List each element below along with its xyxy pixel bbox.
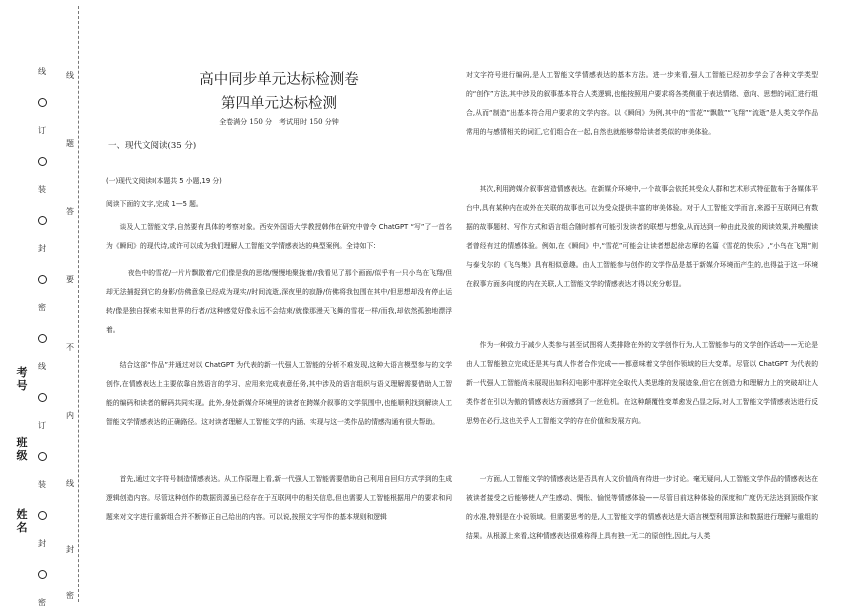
binding-circle-mark — [38, 452, 47, 461]
binding-char-mark: 订 — [38, 421, 46, 430]
binding-circle-mark — [38, 98, 47, 107]
name-field-label: 姓名 — [16, 508, 28, 534]
class-field-label: 班级 — [16, 436, 28, 462]
binding-inner-char: 线 — [66, 479, 74, 488]
binding-inner-char: 封 — [66, 545, 74, 554]
exam-subtitle: 第四单元达标检测 — [221, 96, 337, 112]
binding-circle-mark — [38, 216, 47, 225]
binding-circle-mark — [38, 334, 47, 343]
binding-char-mark: 封 — [38, 539, 46, 548]
binding-circle-mark — [38, 393, 47, 402]
passage-paragraph-7: 一方面,人工智能文学的情感表达是否具有人文价值尚有待进一步讨论。毫无疑问,人工智能文学作品的情感表达在被读者接受之后能够使人产生感动、惆怅、愉悦等情感体验——尽管目前这种体验的深度和广度仍无法达到顶级作家的水准,特别是在小说领域。但需要思考的是,人工智能文学的情感表达是大语言模型利用算法和数据进行理解与重组的结果。从根源上来看,这种情感表达很难称得上具有独一无二的原创性,因此,与人类 — [466, 475, 818, 540]
binding-circle-mark — [38, 570, 47, 579]
binding-inner-char: 不 — [66, 343, 74, 352]
binding-dashed-line — [78, 6, 79, 602]
binding-inner-char: 内 — [66, 411, 74, 420]
passage-paragraph-5: 其次,利用跨媒介叙事营造情感表达。在新媒介环境中,一个故事会依托其受众人群和艺术形式特征散布于各媒体平台中,具有某种内在或外在关联的故事也可以为受众提供丰富的审美体验。对于人工智能文学而言,来源于互联网已有数据的故事题材、写作方式和语言组合随时都有可能引发读者的联想与想象,从而达到一种由此及彼的阅读效果,并唤醒读者曾经有过的情感体验。例如,在《瞬间》中,“雪花”可能会让读者想起徐志摩的名篇《雪花的快乐》,“小鸟在飞翔”则与泰戈尔的《飞鸟集》具有相似意趣。由人工智能参与创作的文学作品是基于新媒介环境而产生的,也得益于这一环境在叙事方面多向度的内在关联,人工智能文学的情感表达才得以充分彰显。 — [466, 185, 818, 288]
exam-number-field-label: 考号 — [16, 366, 28, 392]
binding-inner-char: 要 — [66, 275, 74, 284]
binding-char-mark: 线 — [38, 362, 46, 371]
binding-margin — [0, 0, 90, 608]
poem-text: 夜色中的雪花/一片片飘散着/它们像是我的思绪/慢慢地聚拢着//我看见了那个画面/似乎有一只小鸟在飞翔/但却无法捕捉到它的身影/仿佛意象已经成为现实//时间流逝,深夜里的寂静/仿佛将我包围在其中/但思想却没有停止运转/像是独自探索未知世界的行者//这种感觉好像永远不会结束/就像那漫天飞舞的雪花一样/而我,却依然孤独地漂浮着。 — [106, 269, 452, 334]
passage-paragraph-1: 谈及人工智能文学,自然要有具体的考察对象。西安外国语大学教授韩伟在研究中曾令 ChatGPT “写”了一首名为《瞬间》的现代诗,或许可以成为我们理解人工智能文学情感表达的典型案例。全诗如下: — [106, 223, 452, 250]
binding-circle-mark — [38, 275, 47, 284]
binding-inner-char: 答 — [66, 207, 74, 216]
exam-title: 高中同步单元达标检测卷 — [199, 72, 359, 88]
binding-char-mark: 密 — [38, 303, 46, 312]
passage-paragraph-6: 作为一种致力于减少人类参与甚至试图将人类排除在外的文学创作行为,人工智能参与的文学创作活动——无论是由人工智能独立完成还是其与真人作者合作完成——都意味着文学创作领域的巨大变革。尽管以 ChatGPT 为代表的新一代强人工智能尚未展现出如科幻电影中那样完全取代人类思维的发展迹象,但它在创造力和理解力上的突破却让人类作者在引以为傲的情感表达方面感到了一丝危机。在这种颠覆性变革愈发凸显之际,对人工智能文学情感表达进行反思势在必行,这也关乎人工智能文学的存在价值和发展方向。 — [466, 341, 818, 425]
binding-inner-char: 密 — [66, 591, 74, 600]
binding-char-mark: 密 — [38, 598, 46, 607]
passage-paragraph-4: 对文字符号进行编码,是人工智能文学情感表达的基本方法。进一步来看,强人工智能已经初步学会了各种文学类型的“创作”方法,其中涉及的叙事基本符合人类逻辑,也能按照用户要求将各类侧重于表达情绪、意向、思想的词汇进行组合,从而“制造”出基本符合用户要求的文学内容。以《瞬间》为例,其中的“雪花”“飘散”“飞翔”“流逝”是人类文学作品常用的与感情相关的词汇,它们组合在一起,自然也就能够带给读者类似的审美体验。 — [466, 71, 818, 136]
binding-inner-char: 题 — [66, 139, 74, 148]
binding-char-mark: 装 — [38, 480, 46, 489]
passage-paragraph-3: 首先,通过文字符号制造情感表达。从工作原理上看,新一代强人工智能需要借助自己利用自回归方式学到的生成逻辑创造内容。尽管这种创作的数据资源虽已经存在于互联网中的相关信息,但也需要人工智能根据用户的要求和问题来对文字进行重新组合并不断修正自己给出的内容。可以说,按照文字写作的基本规则和逻辑 — [106, 475, 452, 521]
binding-char-mark: 封 — [38, 244, 46, 253]
exam-meta: 全卷满分 150 分 考试用时 150 分钟 — [219, 118, 339, 126]
binding-circle-mark — [38, 157, 47, 166]
binding-char-mark: 线 — [38, 67, 46, 76]
section-title: 一、现代文阅读(35 分) — [108, 141, 197, 151]
binding-char-mark: 订 — [38, 126, 46, 135]
instruction-text: 阅读下面的文字,完成 1—5 题。 — [106, 200, 203, 208]
subsection-heading: (一)现代文阅读Ⅰ(本题共 5 小题,19 分) — [106, 177, 222, 185]
binding-char-mark: 装 — [38, 185, 46, 194]
binding-circle-mark — [38, 511, 47, 520]
binding-inner-char: 线 — [66, 71, 74, 80]
passage-paragraph-2: 结合这部“作品”并通过对以 ChatGPT 为代表的新一代强人工智能的分析不难发现,这种大语言模型参与的文学创作,在情感表达上主要依靠自然语言的学习、应用来完成表意任务,其中涉及的语言组织与语义理解需要借助人工智能的编码和读者的解码共同实现。此外,身处新媒介环境里的读者在跨媒介叙事的文学氛围中,也能顺利找到解读人工智能文学情感表达的正确路径。这对读者理解人工智能文学的内涵、实现与这一类作品的情感沟通有很大帮助。 — [106, 361, 452, 426]
